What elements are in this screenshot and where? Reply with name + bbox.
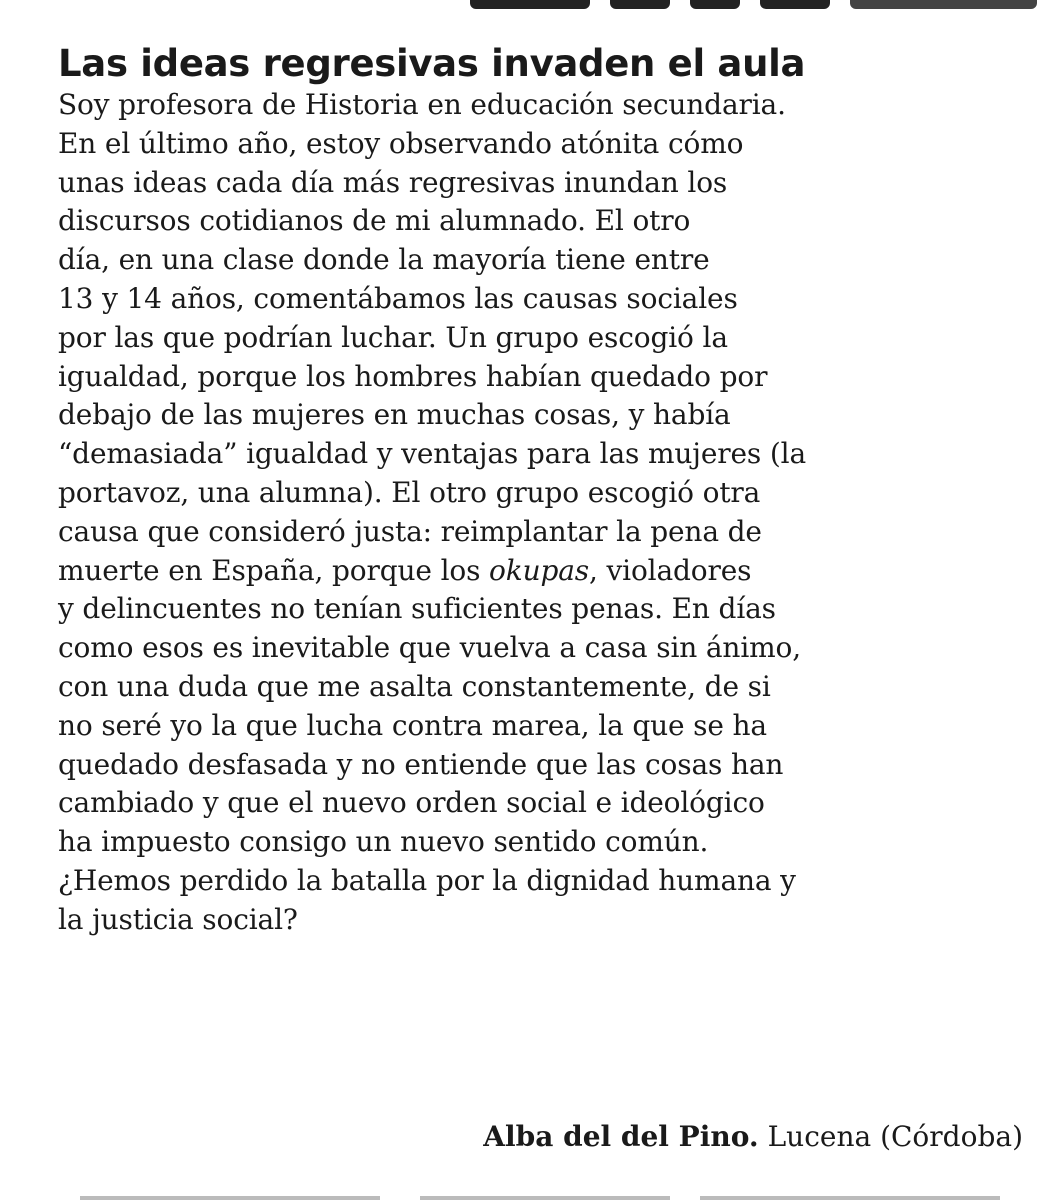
letter-line: cambiado y que el nuevo orden social e ideológico: [58, 786, 765, 820]
letter-line: “demasiada” igualdad y ventajas para las mujeres (la: [58, 437, 806, 471]
author-place: Lucena (Córdoba): [758, 1120, 1023, 1153]
italic-term: okupas: [489, 553, 589, 587]
letter-line: Soy profesora de Historia en educación secundaria.: [58, 88, 786, 121]
letter-line: debajo de las mujeres en muchas cosas, y había: [58, 398, 731, 432]
letter-line: como esos es inevitable que vuelva a casa sin ánimo,: [58, 631, 801, 665]
reader-letter: [58, 42, 1018, 940]
letter-line: unas ideas cada día más regresivas inundan los: [58, 165, 728, 199]
letter-line: por las que podrían luchar. Un grupo escogió la: [58, 320, 728, 354]
letter-line: con una duda que me asalta constantemente, de si: [58, 669, 771, 703]
letter-line: la justicia social?: [58, 902, 298, 936]
letter-line: [58, 552, 1018, 591]
letter-line: igualdad, porque los hombres habían quedado por: [58, 359, 768, 393]
letter-line: día, en una clase donde la mayoría tiene entre: [58, 243, 710, 277]
letter-line: En el último año, estoy observando atónita cómo: [58, 126, 744, 160]
letter-body: [58, 86, 1018, 940]
author-name: Alba del del Pino.: [483, 1120, 759, 1153]
letter-line-start: muerte en España, porque los: [58, 553, 490, 587]
letter-line: discursos cotidianos de mi alumnado. El otro: [58, 204, 691, 238]
letter-signature: [483, 1118, 1023, 1156]
letter-line: 13 y 14 años, comentábamos las causas sociales: [58, 281, 738, 315]
letter-line: quedado desfasada y no entiende que las cosas han: [58, 747, 784, 781]
letter-line: ¿Hemos perdido la batalla por la dignidad humana y: [58, 863, 796, 897]
next-article-fragment: [0, 1192, 1037, 1200]
previous-article-fragment: [0, 0, 1037, 16]
letter-line: ha impuesto consigo un nuevo sentido común.: [58, 825, 709, 859]
letter-line: y delincuentes no tenían suficientes penas. En días: [58, 592, 776, 626]
letter-line: no seré yo la que lucha contra marea, la que se ha: [58, 708, 767, 742]
letter-line: portavoz, una alumna). El otro grupo escogió otra: [58, 475, 761, 509]
letter-line: causa que consideró justa: reimplantar la pena de: [58, 514, 762, 548]
letter-line-end: , violadores: [589, 553, 752, 587]
letter-headline: Las ideas regresivas invaden el aula: [58, 42, 806, 85]
